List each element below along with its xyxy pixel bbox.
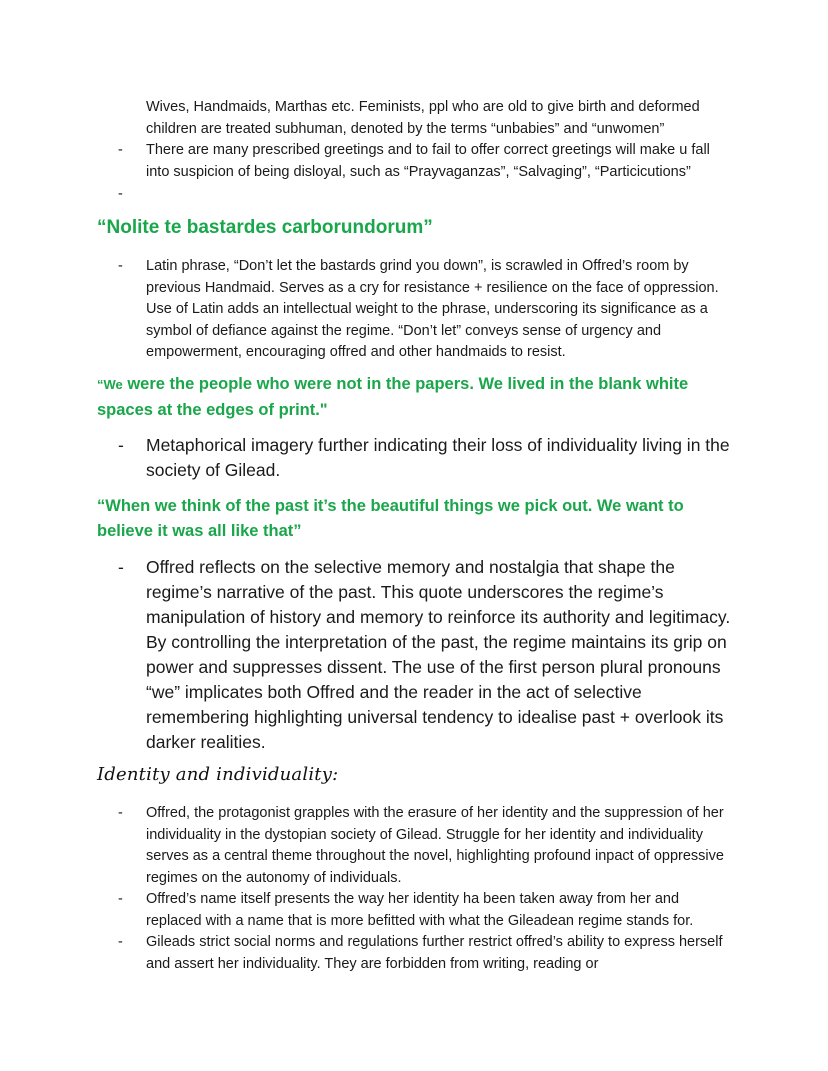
list-item-text: There are many prescribed greetings and to fail to offer correct greetings will make u fall into suspicion of being disloyal, such as “Prayvaganzas”, “Salvaging”, “Particicutions”	[146, 142, 710, 180]
continuation-paragraph: Wives, Handmaids, Marthas etc. Feminists, ppl who are old to give birth and deformed children are treated subhuman, denoted by the terms “unbabies” and “unwomen”	[146, 99, 700, 137]
bullet-marker: -	[118, 934, 123, 950]
list-item-text: Offred’s name itself presents the way her identity ha been taken away from her and replaced with a name that is more befitted with what the Gileadean regime stands for.	[146, 891, 694, 929]
quote-open-word: “We	[97, 377, 123, 392]
list-item-text: Offred reflects on the selective memory and nostalgia that shape the regime’s narrative of the past. This quote underscores the regime’s manipulation of history and memory to reinforce its authority and legitimacy. By controlling the interpretation of the past, the regime maintains its grip on power and suppresses dissent. The use of the first person plural pronouns “we” implicates both Offred and the reader in the act of selective remembering highlighting universal tendency to idealise past + overlook its darker realities.	[146, 557, 731, 752]
quote-heading-text: were the people who were not in the papers. We lived in the blank white spaces at the edges of print."	[97, 375, 689, 419]
quote-heading-papers	[97, 372, 737, 422]
list-item-text: Latin phrase, “Don’t let the bastards grind you down”, is scrawled in Offred’s room by previous Handmaid. Serves as a cry for resistance + resilience on the face of oppression. Use of Latin adds an intellectual weight to the phrase, underscoring its significance as a symbol of defiance against the regime. “Don’t let” conveys sense of urgency and empowerment, encouraging offred and other handmaids to resist.	[146, 258, 719, 360]
bullet-marker: -	[118, 557, 124, 577]
bullet-marker: -	[118, 435, 124, 455]
list-item-text: Offred, the protagonist grapples with the erasure of her identity and the suppression of her individuality in the dystopian society of Gilead. Struggle for her identity and individuality serves as a central theme throughout the novel, highlighting profound inpact of oppressive regimes on the autonomy of individuals.	[146, 805, 724, 886]
quote-heading-nolite: “Nolite te bastardes carborundorum”	[97, 217, 433, 238]
section-heading-identity: Identity and individuality:	[97, 764, 339, 785]
list-item-text: Metaphorical imagery further indicating their loss of individuality living in the society of Gilead.	[146, 435, 730, 480]
bullet-marker: -	[118, 891, 123, 907]
bullet-marker: -	[118, 805, 123, 821]
bullet-marker: -	[118, 258, 123, 274]
list-item-text: Gileads strict social norms and regulations further restrict offred’s ability to express herself and assert her individuality. They are forbidden from writing, reading or	[146, 934, 723, 972]
quote-heading-past: “When we think of the past it’s the beautiful things we pick out. We want to believe it was all like that”	[97, 497, 684, 540]
bullet-marker: -	[118, 186, 123, 202]
bullet-marker: -	[118, 142, 123, 158]
